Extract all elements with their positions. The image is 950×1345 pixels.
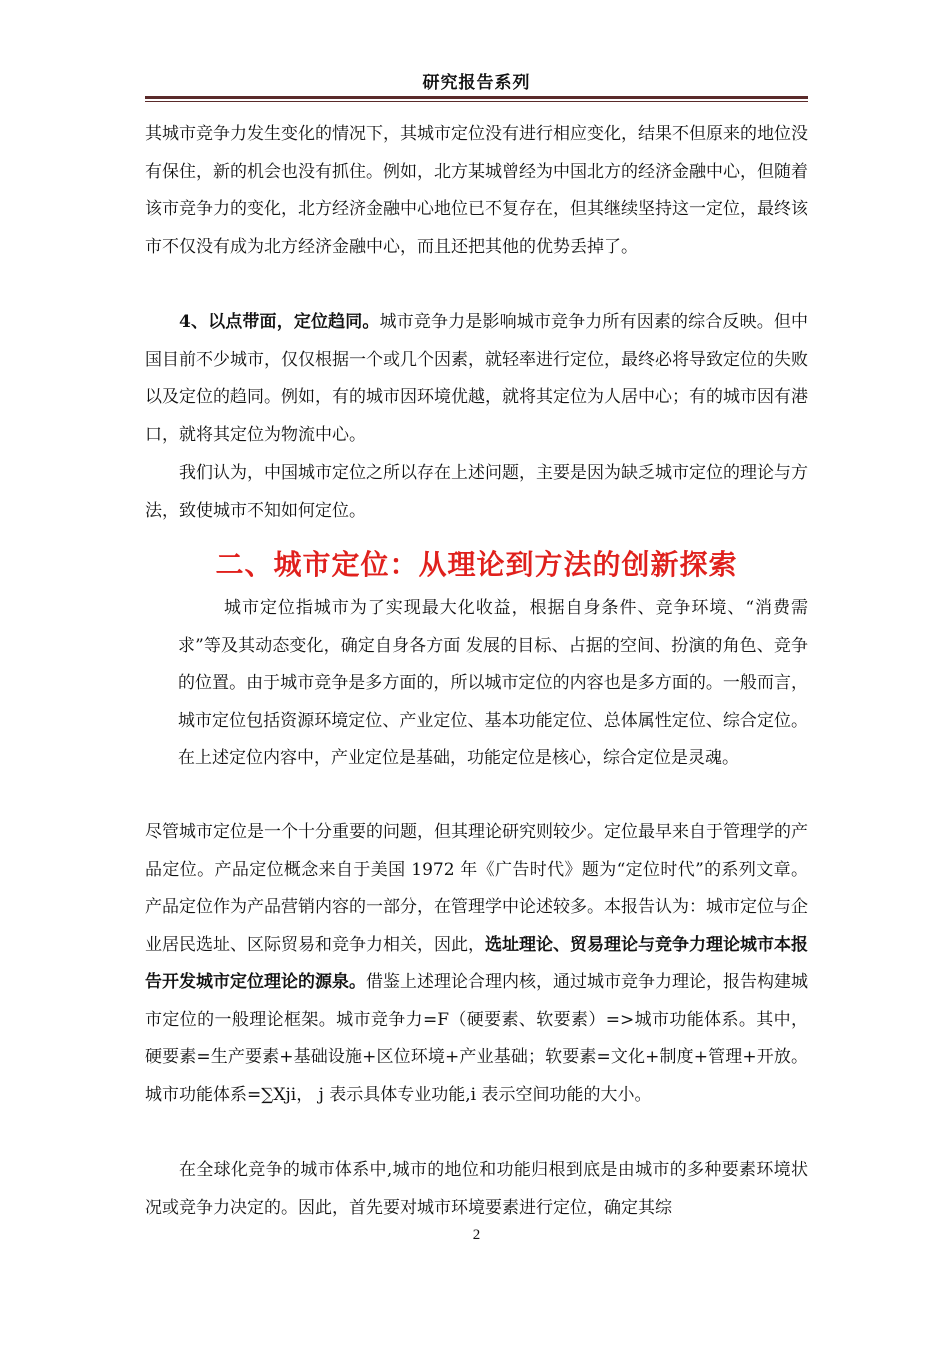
paragraph-1-text: 其城市竞争力发生变化的情况下，其城市定位没有进行相应变化，结果不但原来的地位没有保住，新的机会也没有抓住。例如，北方某城曾经为中国北方的经济金融中心，但随着该市竞争力的变化，北方经济金融中心地位已不复存在，但其继续坚持这一定位，最终该市不仅没有成为北方经济金融中心，而且还把其他的优势丢掉了。 [145,124,808,257]
paragraph-2 [145,304,808,454]
header-rule-thick [145,96,808,99]
paragraph-5-bold: 选址理论、贸易理论与竞争力理论城市本报告开发城市定位理论的源泉。 [145,934,808,992]
paragraph-6-text: 在全球化竞争的城市体系中,城市的地位和功能归根到底是由城市的多种要素环境状况或竞争力决定的。因此，首先要对城市环境要素进行定位，确定其综 [145,1160,808,1218]
paragraph-3-text: 我们认为，中国城市定位之所以存在上述问题，主要是因为缺乏城市定位的理论与方法，致使城市不知如何定位。 [145,463,808,521]
page-number: 2 [472,1227,481,1243]
paragraph-1 [145,116,808,266]
section-heading: 二、城市定位：从理论到方法的创新探索 [215,548,738,581]
paragraph-5-text-b: 借鉴上述理论合理内核，通过城市竞争力理论，报告构建城市定位的一般理论框架。城市竞争力=F（硬要素、软要素）=>城市功能体系。其中，硬要素=生产要素+基础设施+区位环境+产业基础；软要素=文化+制度+管理+开放。城市功能体系=∑Xji， j 表示具体专业功能,i 表示空间功能的大小。 [145,972,808,1105]
paragraph-4-text: 城市定位指城市为了实现最大化收益，根据自身条件、竞争环境、“消费需求”等及其动态变化，确定自身各方面 发展的目标、占据的空间、扮演的角色、竞争的位置。由于城市竞争是多方面的，所以城市定位的内容也是多方面的。一般而言，城市定位包括资源环境定位、产业定位、基本功能定位、总体属性定位、综合定位。在上述定位内容中，产业定位是基础，功能定位是核心，综合定位是灵魂。 [178,598,808,768]
paragraph-5-text-a: 尽管城市定位是一个十分重要的问题，但其理论研究则较少。定位最早来自于管理学的产品定位。产品定位概念来自于美国 1972 年《广告时代》题为“定位时代”的系列文章。产品定位作为产品营销内容的一部分，在管理学中论述较多。本报告认为：城市定位与企业居民选址、区际贸易和竞争力相关，因此， [145,822,808,955]
paragraph-4 [178,590,808,778]
paragraph-2-bold-lead: 4、以点带面，定位趋同。 [179,312,380,332]
paragraph-2-text: 城市竞争力是影响城市竞争力所有因素的综合反映。但中国目前不少城市，仅仅根据一个或几个因素，就轻率进行定位，最终必将导致定位的失败以及定位的趋同。例如，有的城市因环境优越，就将其定位为人居中心；有的城市因有港口，就将其定位为物流中心。 [145,312,809,445]
paragraph-6 [145,1152,808,1227]
header-rule-thin [145,101,808,102]
running-header: 研究报告系列 [422,73,531,93]
paragraph-3 [145,455,808,530]
paragraph-5 [145,814,808,1114]
